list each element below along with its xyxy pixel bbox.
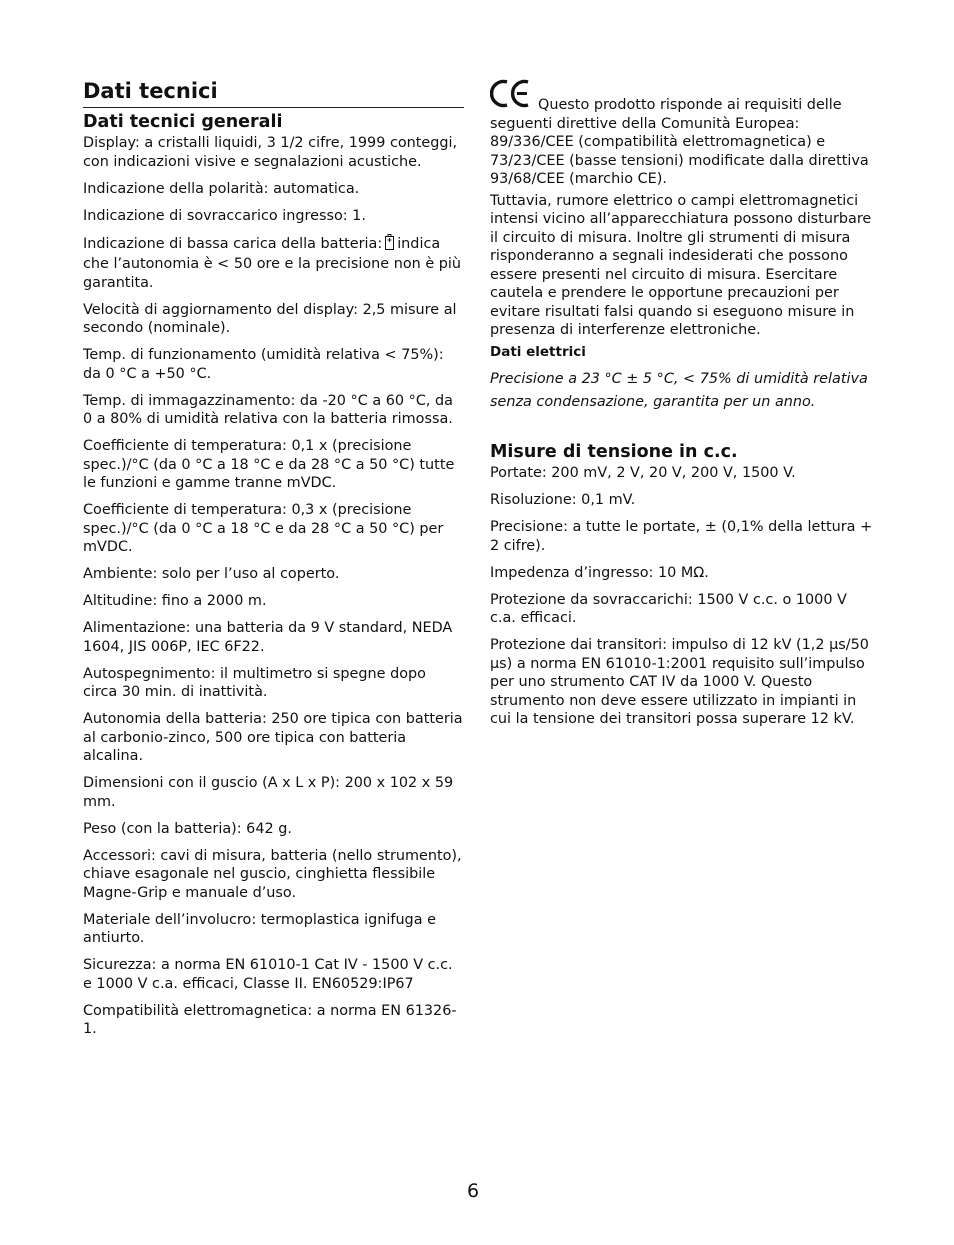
spec-altitude: Altitudine: fino a 2000 m. [83,593,267,609]
dc-resolution: Risoluzione: 0,1 mV. [490,492,636,508]
spec-overload-indication: Indicazione di sovraccarico ingresso: 1. [83,207,366,224]
spec-dimensions: Dimensioni con il guscio (A x L x P): 200 x 102 x 59 mm. [83,775,454,810]
spec-safety: Sicurezza: a norma EN 61010-1 Cat IV - 1500 V c.c. e 1000 V c.a. efficaci, Classe II. EN60529:IP67 [83,957,453,992]
spec-temp-coefficient-1: Coefficiente di temperatura: 0,1 x (precisione spec.)/°C (da 0 °C a 18 °C e da 28 °C a 50 °C) tutte le funzioni e gamme tranne mVDC. [83,438,455,491]
spec-accessories: Accessori: cavi di misura, batteria (nello strumento), chiave esagonale nel guscio, cinghietta flessibile Magne-Grip e manuale d’uso. [83,847,462,901]
spec-operating-temp: Temp. di funzionamento (umidità relativa < 75%): da 0 °C a +50 °C. [83,347,444,382]
electrical-specs-heading: Dati elettrici [490,343,586,360]
spec-low-battery [83,234,464,293]
spec-update-rate: Velocità di aggiornamento del display: 2,5 misure al secondo (nominale). [83,301,457,336]
ce-compliance-text: Questo prodotto risponde ai requisiti delle seguenti direttive della Comunità Europea: 89/336/CEE (compatibilità elettromagnetica) e 73/23/CEE (basse tensioni) modificate dalla direttiva 93/68/CEE (marchio CE). [490,97,869,187]
ce-compliance [490,78,875,189]
accuracy-conditions: Precisione a 23 °C ± 5 °C, < 75% di umidità relativa senza condensazione, garantita per un anno. [490,371,868,410]
low-battery-label: Indicazione di bassa carica della batteria: [83,235,383,252]
dc-ranges: Portate: 200 mV, 2 V, 20 V, 200 V, 1500 V. [490,465,796,481]
spec-temp-coefficient-2: Coefficiente di temperatura: 0,3 x (precisione spec.)/°C (da 0 °C a 18 °C e da 28 °C a 50 °C) per mVDC. [83,502,444,555]
ce-mark-icon [490,78,532,115]
section-heading: Dati tecnici [83,78,464,108]
dc-overload-protection: Protezione da sovraccarichi: 1500 V c.c. o 1000 V c.a. efficaci. [490,591,847,626]
dc-transient-protection: Protezione dai transitori: impulso di 12 kV (1,2 µs/50 µs) a norma EN 61010-1:2001 requisito sull’impulso per uno strumento CAT IV da 1000 V. Questo strumento non deve essere utilizzato in impianti in cui la tensione dei transitori possa superare 12 kV. [490,637,869,727]
spec-auto-off: Autospegnimento: il multimetro si spegne dopo circa 30 min. di inattività. [83,665,426,700]
spec-storage-temp: Temp. di immagazzinamento: da -20 °C a 60 °C, da 0 a 80% di umidità relativa con la batteria rimossa. [83,392,453,427]
left-column [83,78,464,1047]
spec-power: Alimentazione: una batteria da 9 V standard, NEDA 1604, JIS 006P, IEC 6F22. [83,620,453,655]
battery-icon [385,234,394,256]
low-battery-description: indica che l’autonomia è < 50 ore e la precisione non è più garantita. [83,235,461,291]
spacer [490,414,875,438]
dc-voltage-heading: Misure di tensione in c.c. [490,442,738,462]
spec-case-material: Materiale dell’involucro: termoplastica ignifuga e antiurto. [83,911,436,946]
dc-accuracy: Precisione: a tutte le portate, ± (0,1% della lettura + 2 cifre). [490,519,873,554]
page-number: 6 [466,1180,480,1202]
spec-display: Display: a cristalli liquidi, 3 1/2 cifre, 1999 conteggi, con indicazioni visive e segnalazioni acustiche. [83,135,458,170]
right-column [490,78,875,737]
spec-weight: Peso (con la batteria): 642 g. [83,820,292,837]
spec-environment: Ambiente: solo per l’uso al coperto. [83,566,340,582]
spec-battery-life: Autonomia della batteria: 250 ore tipica con batteria al carbonio-zinco, 500 ore tipica con batteria alcalina. [83,711,463,764]
spec-polarity: Indicazione della polarità: automatica. [83,180,360,197]
dc-input-impedance: Impedenza d’ingresso: 10 MΩ. [490,564,709,581]
emi-warning: Tuttavia, rumore elettrico o campi elettromagnetici intensi vicino all’apparecchiatura possono disturbare il circuito di misura. Inoltre gli strumenti di misura risponderanno a segnali indesiderati che possono essere presenti nel circuito di misura. Esercitare cautela e prendere le opportune precauzioni per evitare risultati falsi quando si eseguono misure in presenza di interferenze elettroniche. [490,192,872,338]
general-specs-heading: Dati tecnici generali [83,112,283,132]
spec-emc: Compatibilità elettromagnetica: a norma EN 61326-1. [83,1002,457,1037]
